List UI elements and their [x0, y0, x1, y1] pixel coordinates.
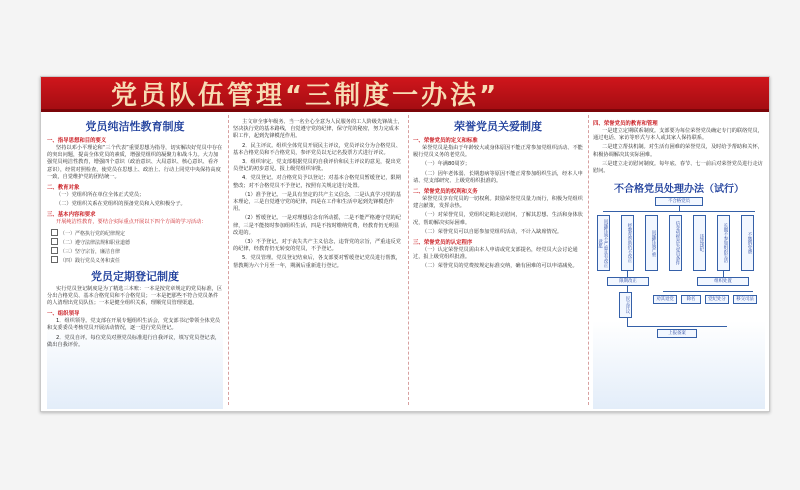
bulletin-board	[40, 76, 770, 412]
paragraph: 1．组织领导。党支部在开展专题组织生活会，党支部书记带领全体党员和支委委员考核党员开展活动情况，逐一进行党员登记。	[47, 318, 221, 332]
paragraph: 一是建立定期联系制度。支部要为每位荣誉党员确定专门的联络党员，通过电话、家访等形式与本人或其家人保持联系。	[593, 128, 763, 142]
flow-node-outcome: 党纪处分	[705, 295, 729, 304]
flow-node-outcome: 除名	[681, 295, 701, 304]
flow-node-review: 民主评议	[619, 292, 632, 318]
paragraph: （二）荣誉党员的党费按规定标准交纳，确有困难的可以申请减免。	[422, 263, 578, 270]
divider	[408, 115, 410, 405]
flow-node-bottom: 上报备案	[657, 329, 697, 338]
checkbox-icon	[51, 247, 58, 254]
flow-edge	[663, 291, 753, 292]
paragraph: 2．民主评议。组织全体党员开展民主评议，党员评议分为合格党员、基本合格党员和不合格党员，参评党员以无记名投票方式进行评议。	[233, 142, 401, 156]
flow-node-category: 问题性质严重	[645, 215, 658, 271]
heading: 一、荣誉党员的定义和标准	[413, 138, 478, 144]
list-item: （四）践行党员义务和责任	[51, 256, 223, 265]
divider	[588, 115, 590, 405]
section-title-honor-members: 荣誉党员关爱制度	[454, 120, 542, 133]
list-item: （三）坚守宗旨，廉洁自律	[51, 247, 223, 256]
checkbox-icon	[51, 256, 58, 263]
heading: 一、指导思想和目的要义	[47, 138, 107, 144]
panel-registration-continued	[233, 115, 403, 409]
paragraph: 实行党员登记制度是为了精选三本账：一本是按党章规定的党员标准，区分出合格党员、基本合格党员和不合格党员；一本是把那些不符合党员条件的人清理出党员队伍；一本是健全组织关系，理顺党员管理渠道。	[47, 285, 223, 307]
flow-edge	[627, 326, 727, 327]
banner-title: 党员队伍管理“三制度一办法”	[111, 81, 500, 111]
paragraph: （2）暂缓登记。一是对理想信念有所动摇，二是不能严格遵守党的纪律，三是不能按时参加组织生活，四是不按时缴纳党费，经教育仍无明显改进的。	[233, 215, 401, 236]
requirement-list	[51, 229, 223, 265]
panel-purity-and-registration	[47, 115, 223, 409]
section-title-registration: 党员定期登记制度	[91, 269, 179, 283]
heading: 二、教育对象	[47, 185, 80, 192]
paragraph: （一）认定荣誉党员需由本人申请或党支部提名，经党员大会讨论通过，报上级党组织批准。	[413, 247, 578, 261]
panel-unqualified-members	[593, 115, 765, 409]
paragraph: （一）年满80周岁；	[422, 161, 471, 168]
heading: 三、荣誉党员的认定程序	[413, 240, 473, 247]
paragraph: 开展纯洁性教育，要结合实际重点开展以下四个方面的学习活动：	[56, 219, 207, 226]
flow-node-top: 不合格党员	[655, 197, 703, 206]
checkbox-icon	[51, 229, 58, 236]
paragraph: （二）因年老体弱、长期患病等原因不能正常参加组织生活，经本人申请、党支部研究、上级党组织批准的。	[413, 170, 583, 184]
flow-node-handle: 组织处置	[697, 277, 749, 286]
flow-node-category: 违法违纪	[693, 215, 706, 271]
flow-node-outcome: 劝其退党	[653, 295, 677, 304]
flow-node-rectify: 限期改正	[607, 277, 649, 286]
paragraph: 荣誉党员是指由于年龄较大或身体原因不能正常参加党组织活动、不能履行党员义务的老党员。	[413, 145, 583, 159]
list-item: （一）严格执行党的纪律规定	[51, 229, 223, 238]
panel-honor-members	[413, 115, 583, 409]
flow-node-category: 信念动摇丧失党员条件	[669, 215, 682, 271]
flow-node-outcome: 移交司法	[733, 295, 757, 304]
paragraph: （二）党组织关系在党组织的预备党员和入党积极分子。	[56, 201, 186, 208]
flow-node-category: 长期不参加组织生活	[717, 215, 730, 271]
paragraph: （一）对荣誉党员，党组织定期走访慰问，了解其思想、生活和身体状况，帮助解决实际困难。	[413, 212, 583, 226]
paragraph: （一）党组织所在单位全体正式党员；	[56, 192, 145, 199]
section-title-purity-education: 党员纯洁性教育制度	[85, 120, 185, 133]
process-flowchart	[593, 197, 765, 357]
flow-node-category: 经教育帮助仍不改正	[621, 215, 634, 271]
heading: 一、组织领导	[47, 311, 80, 318]
flow-edge	[603, 211, 755, 212]
paragraph: 坚持以邓小平理论和“三个代表”重要思想为指导，切实解决好党员中存在的突出问题，提高全体党员的素质，增强党组织的凝聚力和战斗力。大力加强党员纯洁性教育，增强四个意识（政治意识、大局意识、核心意识、看齐意识），经常对照检查，使党员在思想上、政治上、行动上同党中央保持高度一致，自觉维护党的团结统一。	[47, 145, 223, 180]
paragraph: （二）荣誉党员可以自愿参加党组织活动，不计入缺席情况。	[422, 228, 563, 235]
paragraph: 荣誉党员享有党员的一切权利。鼓励荣誉党员量力而行，积极为党组织建言献策，发挥余热。	[413, 196, 583, 210]
paragraph: 2．党员自评。每位党员对照党员标准进行自我评议，填写党员登记表，做出自我评价。	[47, 334, 221, 348]
paragraph: 三是建立走访慰问制度。每年底、春节、七一前后对荣誉党员进行走访慰问。	[593, 160, 763, 175]
section-title-unqualified: 不合格党员处理办法（试行）	[614, 184, 744, 196]
list-item: （二）遵守法律法规和职业道德	[51, 238, 223, 247]
paragraph: 二是建立帮扶机制。对生活有困难的荣誉党员，及时给予帮助和关怀，积极协调解决其实际困难。	[593, 144, 763, 158]
title-banner	[41, 77, 769, 112]
heading: 二、荣誉党员的权利和义务	[413, 189, 478, 196]
paragraph: （3）不予登记。对于丧失共产主义信念，违背党的宗旨，严重违反党的纪律，经教育仍无转变的党员，不予登记。	[233, 239, 401, 253]
paragraph: 5．党员管理。党员登记结束后，各支部要对暂缓登记党员进行帮教，帮教期为六个月至一年，期满后重新进行登记。	[233, 255, 401, 269]
flow-node-category: 不缴纳党费	[741, 215, 754, 271]
divider	[228, 115, 230, 405]
heading: 三、基本内容和要求	[47, 212, 96, 219]
flow-node-category: 问题性质不严重且有改正意愿	[597, 215, 610, 271]
paragraph: 3．组织审定。党支部根据党员的自我评价和民主评议的意见，提出党员登记的初步意见，报上级党组织审批。	[233, 159, 401, 173]
heading: 四、荣誉党员的教育和管理	[593, 121, 658, 127]
checkbox-icon	[51, 238, 58, 245]
paragraph: （1）准予登记。一是具有坚定的共产主义信念，二是认真学习党的基本理论，三是自觉遵守党的纪律，四是在工作和生活中起到先锋模范作用。	[233, 191, 401, 213]
paragraph: 主文审全事年级务、当一名全心全意为人民服务的工人阶级先锋战士，坚决执行党的基本路线，自觉遵守党的纪律，保守党的秘密，努力完成本职工作，起到先锋模范作用。	[233, 119, 403, 140]
flow-edge	[627, 318, 628, 326]
paragraph: 4．党员登记。对合格党员予以登记；对基本合格党员暂缓登记，限期整改；对不合格党员不予登记，按照有关规定进行处置。	[233, 175, 401, 189]
